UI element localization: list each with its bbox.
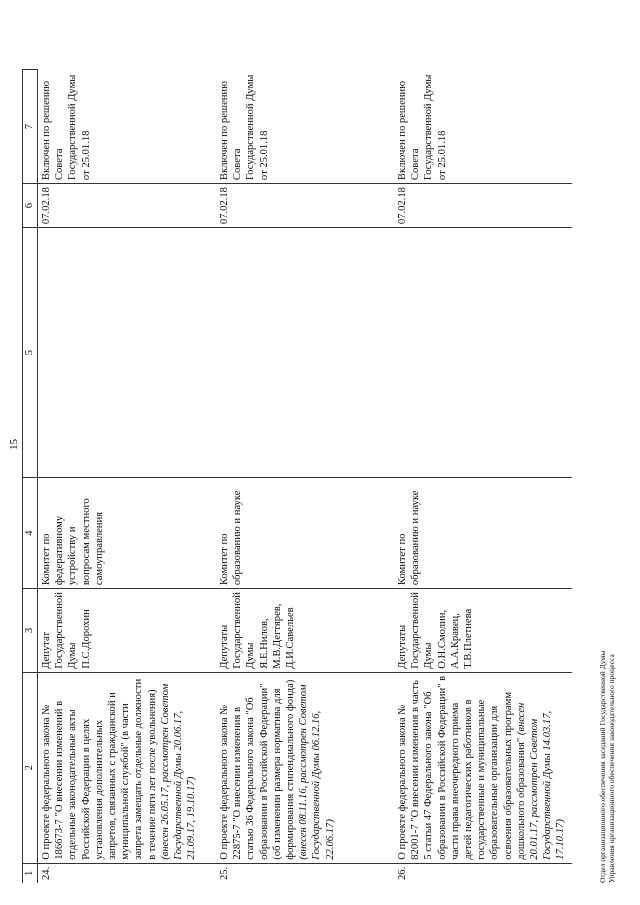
column-5-cell [394, 228, 572, 478]
column-header: 7 [23, 70, 38, 184]
column-header: 5 [23, 228, 38, 478]
column-header: 6 [23, 184, 38, 228]
responsible-committee: Комитет по образованию и науке [394, 478, 572, 589]
decision-note: Включен по решению Совета Государственной Думы от 25.01.18 [38, 70, 217, 184]
consideration-date: 07.02.18 [216, 184, 394, 228]
footer-line: Управления организационного обеспечения законодательного процесса [607, 654, 616, 883]
bill-author: Депутаты Государственной Думы О.Н.Смолин, А.А.Кравец, Т.В.Плетнева [394, 589, 572, 673]
responsible-committee: Комитет по федеративному устройству и вопросам местного самоуправления [38, 478, 217, 589]
footer-line: Отдел организационного обеспечения заседаний Государственной Думы [598, 650, 607, 883]
row-number: 25. [219, 866, 230, 880]
page-number: 15 [8, 439, 20, 450]
bill-note: (внесен 20.01.17, рассмотрен Советом Государственной Думы 14.03.17, 17.10.17) [515, 702, 567, 860]
bill-author: Депутат Государственной Думы П.С.Дорохин [38, 589, 217, 673]
bill-description [394, 672, 572, 863]
bill-note: (внесен 08.11.16, рассмотрен Советом Государственной Думы 06.12.16, 22.06.17) [298, 684, 336, 860]
column-header: 1 [23, 863, 38, 883]
column-header: 4 [23, 478, 38, 589]
footer [598, 651, 616, 883]
column-5-cell [38, 228, 217, 478]
row-number: 26. [397, 866, 408, 880]
column-header: 2 [23, 672, 38, 863]
table-row [38, 70, 217, 883]
table-row [216, 70, 394, 883]
consideration-date: 07.02.18 [38, 184, 217, 228]
column-header: 3 [23, 589, 38, 673]
row-number: 24. [41, 866, 52, 880]
column-number-row [23, 70, 38, 883]
column-5-cell [216, 228, 394, 478]
bill-text: О проекте федерального закона № 186673-7 "О внесении изменений в отдельные законодательные акты Российской Федерации в целях установления дополнительных запретов, связанных с гражданской и муниципальной службой" (в части запрета замещать отдельные должности в течение пяти лет после увольнения) [41, 678, 158, 860]
bill-note: (внесен 26.05.17, рассмотрен Советом Государственной Думы 20.06.17, 21.09.17, 19.10.17) [159, 683, 198, 860]
decision-note: Включен по решению Совета Государственной Думы от 25.01.18 [394, 70, 572, 184]
decision-note: Включен по решению Совета Государственной Думы от 25.01.18 [216, 70, 394, 184]
bill-text: О проекте федерального закона № 82001-7 "О внесении изменения в часть 5 статьи 47 Федерального закона "Об образовании в Российской Федерации" в части права внеочередного приема детей педагогических работников в государственные и муниципальные образовательные организации для освоения образовательных программ дошкольного образования" [397, 675, 527, 860]
table-row [394, 70, 572, 883]
agenda-table [22, 69, 572, 883]
bill-author: Депутаты Государственной Думы Я.Е.Нилов, М.В.Дегтярев, Д.И.Савельев [216, 589, 394, 673]
bill-description [38, 672, 217, 863]
bill-text: О проекте федерального закона № 22875-7 "О внесении изменения в статью 36 Федерального закона "Об образовании в Российской Федерации" (об изменении размера норматива для формирования стипендиального фонда) [219, 679, 297, 860]
bill-description [216, 672, 394, 863]
responsible-committee: Комитет по образованию и науке [216, 478, 394, 589]
consideration-date: 07.02.18 [394, 184, 572, 228]
